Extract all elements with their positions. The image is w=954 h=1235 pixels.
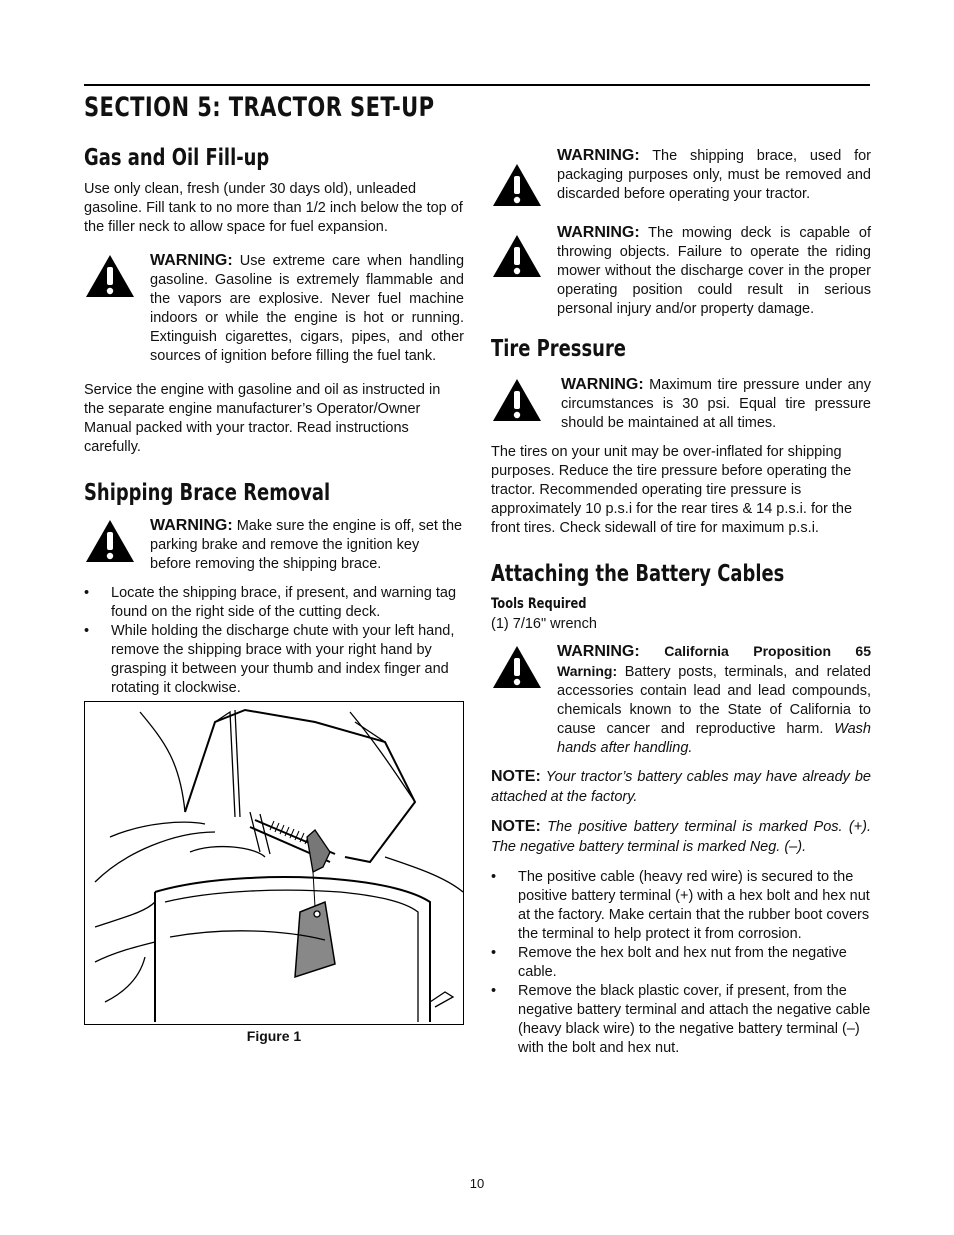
warning-label: WARNING: (150, 252, 233, 269)
gas-heading: Gas and Oil Fill-up (84, 145, 270, 171)
note-label: NOTE: (491, 818, 541, 835)
list-item: • The positive cable (heavy red wire) is secured to the positive battery terminal (+) with a hex bolt and hex nut at the factory. Make certain that the rubber boot covers the terminal to help protect it from corrosion. (491, 868, 871, 944)
gas-service-text: Service the engine with gasoline and oil as instructed in the separate engine manufacturer’s Operator/Owner Manual packed with your tractor. Read instructions carefully. (84, 382, 441, 455)
page-number: 10 (469, 1176, 485, 1191)
brace-discard-warning (491, 146, 871, 213)
battery-warning (491, 642, 871, 758)
note-1-text: Your tractor’s battery cables may have already be attached at the factory. (491, 769, 872, 805)
warning-label: WARNING: (150, 517, 233, 534)
gas-warning (84, 251, 464, 366)
deck-warning (491, 223, 871, 319)
brace-heading: Shipping Brace Removal (84, 480, 331, 506)
wash-hands-text: Wash hands after handling. (557, 721, 871, 756)
battery-steps (491, 868, 871, 1058)
tire-warning-text: Maximum tire pressure under any circumstances is 30 psi. Equal tire pressure should be maintained at all times. (561, 377, 871, 431)
figure-caption: Figure 1 (246, 1028, 302, 1044)
list-item: • Locate the shipping brace, if present, and warning tag found on the right side of the cutting deck. (84, 584, 464, 622)
note-2-text: The positive battery terminal is marked Pos. (+). The negative battery terminal is marked Neg. (–). (491, 819, 871, 855)
figure-1-illustration (84, 701, 464, 1025)
section-title: SECTION 5: TRACTOR SET-UP (84, 92, 435, 123)
warning-icon (491, 223, 557, 284)
header-rule (84, 84, 870, 86)
warning-icon (491, 642, 557, 695)
list-item: • Remove the hex bolt and hex nut from the negative cable. (491, 944, 871, 982)
tools-item: (1) 7/16" wrench (491, 616, 597, 632)
list-item: • While holding the discharge chute with your left hand, remove the shipping brace with your right hand by grasping it between your thumb and index finger and rotating it clockwise. (84, 622, 464, 698)
warning-label: WARNING: (561, 376, 644, 393)
warning-icon (84, 251, 150, 304)
warning-icon (84, 516, 150, 569)
gas-warning-text: Use extreme care when handling gasoline. Gasoline is extremely flammable and the vapors are explosive. Never fuel machine indoors or while the engine is hot or running. Extinguish cigarettes, cigars, pipes, and other sources of ignition before filling the fuel tank. (150, 253, 465, 364)
warning-label: WARNING: (557, 643, 640, 660)
brace-warning-text: Make sure the engine is off, set the parking brake and remove the ignition key before removing the shipping brace. (150, 518, 463, 572)
tire-body: The tires on your unit may be over-inflated for shipping purposes. Reduce the tire pressure before operating the tractor. Recommended operating tire pressure is approximately 10 p.s.i for the rear tires & 14 p.s.i. for the front tires. Check sidewall of tire for maximum p.s.i. (491, 444, 853, 536)
tire-heading: Tire Pressure (491, 336, 626, 362)
brace-discard-warning-text: The shipping brace, used for packaging purposes only, must be removed and discarded before operating your tractor. (557, 148, 871, 202)
note-label: NOTE: (491, 768, 541, 785)
warning-label: WARNING: (557, 147, 640, 164)
gas-intro: Use only clean, fresh (under 30 days old), unleaded gasoline. Fill tank to no more than 1/2 inch below the top of the filler neck to allow space for fuel expansion. (84, 181, 463, 235)
right-column (491, 140, 871, 1058)
brace-steps (84, 584, 464, 698)
warning-icon (491, 375, 561, 428)
tire-warning (491, 375, 871, 433)
left-column (84, 140, 464, 1044)
warning-label: WARNING: (557, 224, 640, 241)
note-2 (491, 817, 871, 857)
note-1 (491, 767, 871, 807)
tools-heading: Tools Required (491, 596, 587, 612)
list-item: • Remove the black plastic cover, if present, from the negative battery terminal and attach the negative cable (heavy black wire) to the negative battery terminal (–) with the bolt and hex nut. (491, 982, 871, 1058)
battery-warning-text: Battery posts, terminals, and related accessories contain lead and lead compounds, chemicals known to the State of California to cause cancer and reproductive harm. (557, 664, 871, 737)
battery-heading: Attaching the Battery Cables (491, 561, 785, 587)
deck-warning-text: The mowing deck is capable of throwing objects. Failure to operate the riding mower without the discharge cover in the proper operating position could result in serious personal injury and/or property damage. (557, 225, 871, 317)
brace-warning (84, 516, 464, 574)
warning-icon (491, 146, 557, 213)
prop65-label: California Proposition 65 Warning: (557, 643, 871, 679)
